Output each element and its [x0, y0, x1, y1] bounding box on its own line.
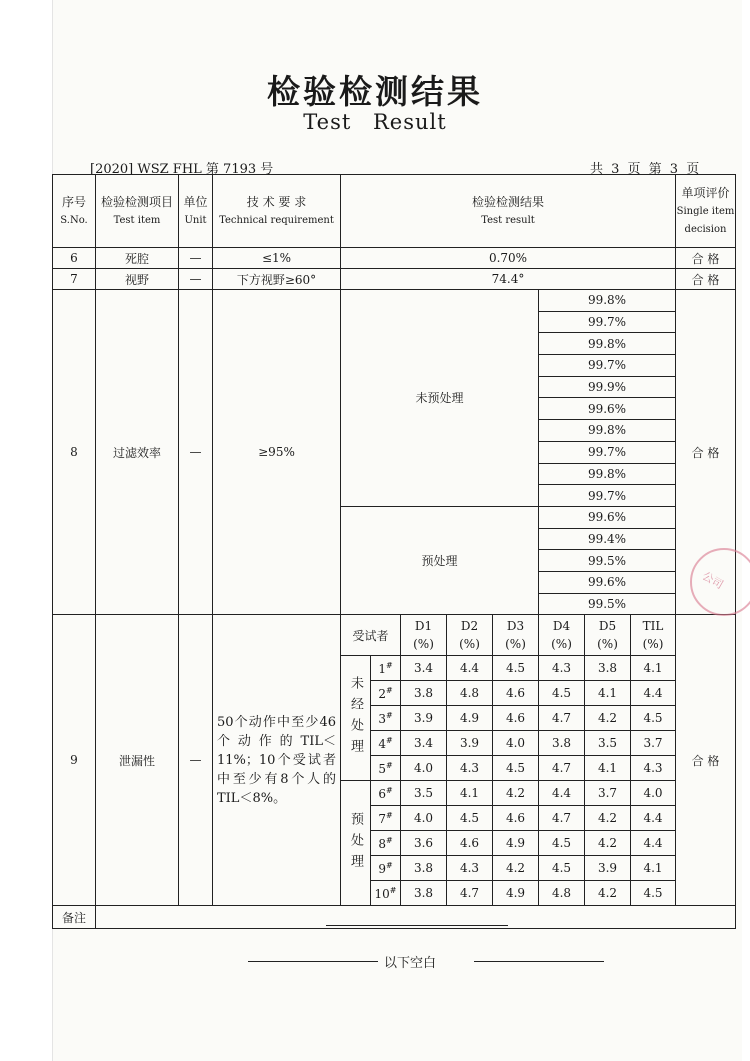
table-row — [53, 269, 736, 290]
leak-value-cell: 4.2 — [493, 781, 539, 806]
row-result: 0.70% — [341, 248, 676, 269]
signature-line — [326, 925, 508, 926]
leak-value-cell: 4.6 — [493, 706, 539, 731]
leak-value-cell: 4.5 — [631, 706, 676, 731]
group-treated-label: 预处理 — [341, 781, 371, 906]
leak-col-header: D4 (%) — [539, 615, 585, 656]
filter-requirement: ≥95% — [213, 290, 341, 615]
leak-value-cell: 3.9 — [585, 856, 631, 881]
leak-value-cell: 3.7 — [585, 781, 631, 806]
leak-value-cell: 4.5 — [493, 656, 539, 681]
leak-value-cell: 4.2 — [585, 831, 631, 856]
filter-value-cell: 99.5% — [539, 550, 676, 572]
leak-value-cell: 4.3 — [539, 656, 585, 681]
leak-value-cell: 4.1 — [447, 781, 493, 806]
leakage-unit: — — [179, 615, 213, 906]
leak-value-cell: 3.8 — [585, 656, 631, 681]
subject-id: 3# — [371, 706, 401, 731]
subject-id: 2# — [371, 681, 401, 706]
row-item: 死腔 — [96, 248, 179, 269]
leak-value-cell: 4.2 — [585, 706, 631, 731]
leak-value-cell: 3.4 — [401, 656, 447, 681]
leak-value-cell: 3.9 — [447, 731, 493, 756]
header-row — [53, 175, 736, 248]
subject-id: 8# — [371, 831, 401, 856]
leak-value-cell: 4.0 — [401, 806, 447, 831]
row-requirement: ≤1% — [213, 248, 341, 269]
leak-value-cell: 3.8 — [401, 681, 447, 706]
row-result: 74.4° — [341, 269, 676, 290]
leak-value-cell: 4.5 — [539, 856, 585, 881]
leak-col-header: D2 (%) — [447, 615, 493, 656]
header-requirement: 技 术 要 求 Technical requirement — [213, 175, 341, 248]
leak-value-cell: 4.8 — [539, 881, 585, 906]
page-edge — [0, 0, 53, 1061]
row-decision: 合 格 — [676, 248, 736, 269]
leak-value-cell: 4.9 — [493, 881, 539, 906]
leak-value-cell: 4.2 — [493, 856, 539, 881]
remark-label: 备注 — [53, 906, 96, 929]
leak-value-cell: 4.3 — [631, 756, 676, 781]
leak-value-cell: 4.4 — [631, 806, 676, 831]
filter-value-cell: 99.4% — [539, 528, 676, 550]
filter-value-cell: 99.8% — [539, 290, 676, 312]
row-unit: — — [179, 248, 213, 269]
filter-item: 过滤效率 — [96, 290, 179, 615]
blank-below-text: 以下空白 — [384, 956, 437, 971]
leak-value-cell: 4.3 — [447, 856, 493, 881]
blank-rule-right — [474, 961, 604, 962]
leak-value-cell: 4.6 — [493, 681, 539, 706]
leak-value-cell: 4.5 — [493, 756, 539, 781]
title-english: Test Result — [303, 110, 447, 134]
leak-value-cell: 3.6 — [401, 831, 447, 856]
leak-value-cell: 3.4 — [401, 731, 447, 756]
blank-rule-left — [248, 961, 378, 962]
leak-value-cell: 4.9 — [447, 706, 493, 731]
document-number: [2020] WSZ FHL 第 7193 号 — [90, 162, 274, 177]
table-row — [53, 615, 736, 656]
subject-id: 7# — [371, 806, 401, 831]
filter-decision: 合 格 — [676, 290, 736, 615]
leak-value-cell: 3.7 — [631, 731, 676, 756]
leak-value-cell: 4.3 — [447, 756, 493, 781]
leak-value-cell: 4.4 — [447, 656, 493, 681]
filter-value-cell: 99.8% — [539, 420, 676, 442]
leak-value-cell: 4.4 — [631, 681, 676, 706]
leak-value-cell: 4.6 — [493, 806, 539, 831]
filter-value-cell: 99.7% — [539, 485, 676, 507]
leak-value-cell: 4.1 — [631, 856, 676, 881]
leakage-no: 9 — [53, 615, 96, 906]
leak-value-cell: 3.8 — [539, 731, 585, 756]
subject-id: 10# — [371, 881, 401, 906]
leak-col-header: D3 (%) — [493, 615, 539, 656]
filter-value-cell: 99.7% — [539, 355, 676, 377]
header-result: 检验检测结果 Test result — [341, 175, 676, 248]
seal-stamp: 公司 — [690, 548, 750, 616]
header-item: 检验检测项目 Test item — [96, 175, 179, 248]
title-chinese: 检验检测结果 — [267, 72, 483, 111]
header-no: 序号 S.No. — [53, 175, 96, 248]
row-no: 6 — [53, 248, 96, 269]
leak-value-cell: 4.7 — [539, 756, 585, 781]
table-row — [53, 290, 736, 312]
leak-col-header: TIL (%) — [631, 615, 676, 656]
leak-value-cell: 4.5 — [447, 806, 493, 831]
leak-value-cell: 4.5 — [539, 831, 585, 856]
leak-value-cell: 4.2 — [585, 881, 631, 906]
leak-value-cell: 4.7 — [539, 806, 585, 831]
filter-value-cell: 99.6% — [539, 571, 676, 593]
leak-col-header: D1 (%) — [401, 615, 447, 656]
leak-value-cell: 3.8 — [401, 881, 447, 906]
filter-untreated-label: 未预处理 — [341, 290, 539, 507]
row-item: 视野 — [96, 269, 179, 290]
leak-value-cell: 4.1 — [585, 681, 631, 706]
leak-value-cell: 4.0 — [631, 781, 676, 806]
filter-value-cell: 99.7% — [539, 441, 676, 463]
filter-value-cell: 99.6% — [539, 398, 676, 420]
leak-value-cell: 4.7 — [539, 706, 585, 731]
subject-id: 4# — [371, 731, 401, 756]
leak-value-cell: 3.5 — [401, 781, 447, 806]
group-untreated-label: 未经处理 — [341, 656, 371, 781]
leakage-item: 泄漏性 — [96, 615, 179, 906]
leak-value-cell: 3.9 — [401, 706, 447, 731]
leak-value-cell: 3.5 — [585, 731, 631, 756]
leak-value-cell: 4.5 — [631, 881, 676, 906]
row-requirement: 下方视野≥60° — [213, 269, 341, 290]
header-unit: 单位 Unit — [179, 175, 213, 248]
filter-unit: — — [179, 290, 213, 615]
leak-value-cell: 4.9 — [493, 831, 539, 856]
subject-id: 5# — [371, 756, 401, 781]
filter-value-cell: 99.9% — [539, 376, 676, 398]
leakage-requirement: 50个动作中至少46个动作的TIL＜11%；10个受试者中至少有8个人的TIL＜8%。 — [213, 615, 341, 906]
subject-id: 6# — [371, 781, 401, 806]
filter-value-cell: 99.6% — [539, 506, 676, 528]
subject-header: 受试者 — [341, 615, 401, 656]
leak-value-cell: 4.1 — [631, 656, 676, 681]
leak-value-cell: 4.0 — [401, 756, 447, 781]
filter-treated-label: 预处理 — [341, 506, 539, 614]
header-decision: 单项评价 Single item decision — [676, 175, 736, 248]
leakage-decision: 合 格 — [676, 615, 736, 906]
leak-col-header: D5 (%) — [585, 615, 631, 656]
leak-value-cell: 4.8 — [447, 681, 493, 706]
filter-value-cell: 99.8% — [539, 333, 676, 355]
leak-value-cell: 4.0 — [493, 731, 539, 756]
leak-value-cell: 4.1 — [585, 756, 631, 781]
row-no: 7 — [53, 269, 96, 290]
table-row — [53, 248, 736, 269]
leak-value-cell: 4.5 — [539, 681, 585, 706]
leak-value-cell: 4.4 — [631, 831, 676, 856]
filter-value-cell: 99.8% — [539, 463, 676, 485]
page-number: 共 3 页 第 3 页 — [590, 162, 700, 177]
result-table — [52, 174, 736, 929]
subject-id: 9# — [371, 856, 401, 881]
row-unit: — — [179, 269, 213, 290]
filter-value-cell: 99.7% — [539, 311, 676, 333]
filter-value-cell: 99.5% — [539, 593, 676, 615]
leak-value-cell: 4.6 — [447, 831, 493, 856]
leak-value-cell: 4.4 — [539, 781, 585, 806]
leak-value-cell: 4.2 — [585, 806, 631, 831]
leak-value-cell: 4.7 — [447, 881, 493, 906]
row-decision: 合 格 — [676, 269, 736, 290]
filter-no: 8 — [53, 290, 96, 615]
leak-value-cell: 3.8 — [401, 856, 447, 881]
subject-id: 1# — [371, 656, 401, 681]
